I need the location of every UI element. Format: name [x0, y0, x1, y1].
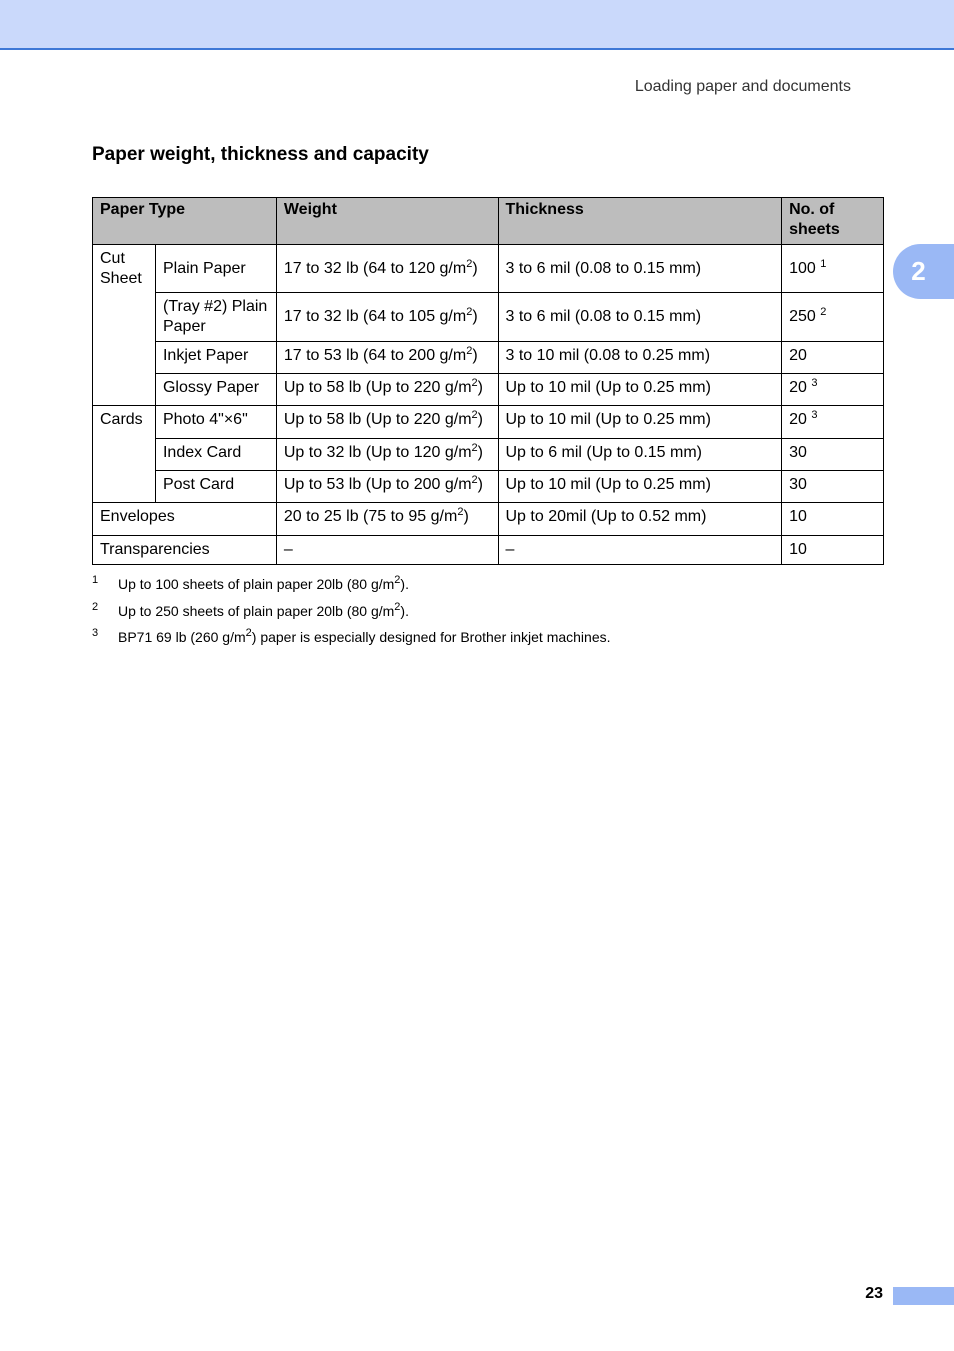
- chapter-tab: 2: [893, 244, 954, 299]
- paper-type-transparencies: Transparencies: [93, 536, 277, 565]
- paper-subtype: Index Card: [155, 439, 276, 471]
- paper-subtype: Post Card: [155, 471, 276, 503]
- footnote-text: BP71 69 lb (260 $g/m^2$) paper is especially designed for Brother inkjet machines.: [118, 627, 611, 645]
- footer-tab-bar: [893, 1287, 954, 1305]
- sheets-cell: 250 $^2$: [782, 293, 884, 342]
- table-header-row: [93, 198, 884, 245]
- sheets-cell: 10: [782, 536, 884, 565]
- thickness-cell: Up to 10 mil (Up to 0.25 mm): [498, 471, 782, 503]
- section-title: Paper weight, thickness and capacity: [92, 144, 429, 165]
- table-row: [93, 374, 884, 406]
- weight-cell: 20 to 25 lb (75 to 95 $g/m^2$): [276, 503, 498, 536]
- sheets-cell: 20 $^3$: [782, 374, 884, 406]
- table-row: [93, 342, 884, 374]
- paper-subtype: Photo 4"×6": [155, 406, 276, 439]
- running-header: Loading paper and documents: [634, 78, 851, 95]
- weight-cell: Up to 58 lb (Up to 220 $g/m^2$): [276, 374, 498, 406]
- thickness-cell: –: [498, 536, 782, 565]
- footnote-text: Up to 250 sheets of plain paper 20lb (80 $g/m^2$).: [118, 600, 409, 619]
- table-row: [93, 245, 884, 293]
- table-row: [93, 471, 884, 503]
- weight-cell: Up to 32 lb (Up to 120 $g/m^2$): [276, 439, 498, 471]
- sheets-cell: 20: [782, 342, 884, 374]
- weight-cell: –: [276, 536, 498, 565]
- group-cards: Cards: [93, 406, 156, 503]
- header-paper-type: Paper Type: [93, 198, 277, 245]
- footnote-number: 3: [92, 627, 99, 639]
- thickness-cell: Up to 20mil (Up to 0.52 mm): [498, 503, 782, 536]
- paper-type-envelopes: Envelopes: [93, 503, 277, 536]
- sheets-cell: 10: [782, 503, 884, 536]
- sheets-cell: 30: [782, 471, 884, 503]
- weight-cell: Up to 58 lb (Up to 220 $g/m^2$): [276, 406, 498, 439]
- thickness-cell: Up to 10 mil (Up to 0.25 mm): [498, 406, 782, 439]
- thickness-cell: 3 to 6 mil (0.08 to 0.15 mm): [498, 245, 782, 293]
- header-sheets: No. of sheets: [782, 198, 884, 245]
- footnote-number: 2: [92, 600, 99, 613]
- weight-cell: 17 to 32 lb (64 to 105 $g/m^2$): [276, 293, 498, 342]
- weight-cell: 17 to 32 lb (64 to 120 $g/m^2$): [276, 245, 498, 293]
- page-number: 23: [865, 1285, 883, 1302]
- weight-cell: 17 to 53 lb (64 to 200 $g/m^2$): [276, 342, 498, 374]
- footnote-number: 1: [92, 574, 99, 586]
- header-thickness: Thickness: [498, 198, 782, 245]
- table-row: [93, 439, 884, 471]
- table-row: [93, 293, 884, 342]
- paper-spec-table: [92, 197, 884, 565]
- weight-cell: Up to 53 lb (Up to 200 $g/m^2$): [276, 471, 498, 503]
- table-row: [93, 536, 884, 565]
- table-row: [93, 406, 884, 439]
- table-row: [93, 503, 884, 536]
- top-header-band: [0, 0, 954, 50]
- thickness-cell: Up to 6 mil (Up to 0.15 mm): [498, 439, 782, 471]
- sheets-cell: 30: [782, 439, 884, 471]
- sheets-cell: 100 $^1$: [782, 245, 884, 293]
- thickness-cell: Up to 10 mil (Up to 0.25 mm): [498, 374, 782, 406]
- paper-subtype: (Tray #2) Plain Paper: [155, 293, 276, 342]
- thickness-cell: 3 to 6 mil (0.08 to 0.15 mm): [498, 293, 782, 342]
- paper-subtype: Inkjet Paper: [155, 342, 276, 374]
- footnote-text: Up to 100 sheets of plain paper 20lb (80 $g/m^2$).: [118, 574, 409, 592]
- sheets-cell: 20 $^3$: [782, 406, 884, 439]
- thickness-cell: 3 to 10 mil (0.08 to 0.25 mm): [498, 342, 782, 374]
- paper-subtype: Plain Paper: [155, 245, 276, 293]
- paper-subtype: Glossy Paper: [155, 374, 276, 406]
- group-cut-sheet: Cut Sheet: [93, 245, 156, 406]
- header-weight: Weight: [276, 198, 498, 245]
